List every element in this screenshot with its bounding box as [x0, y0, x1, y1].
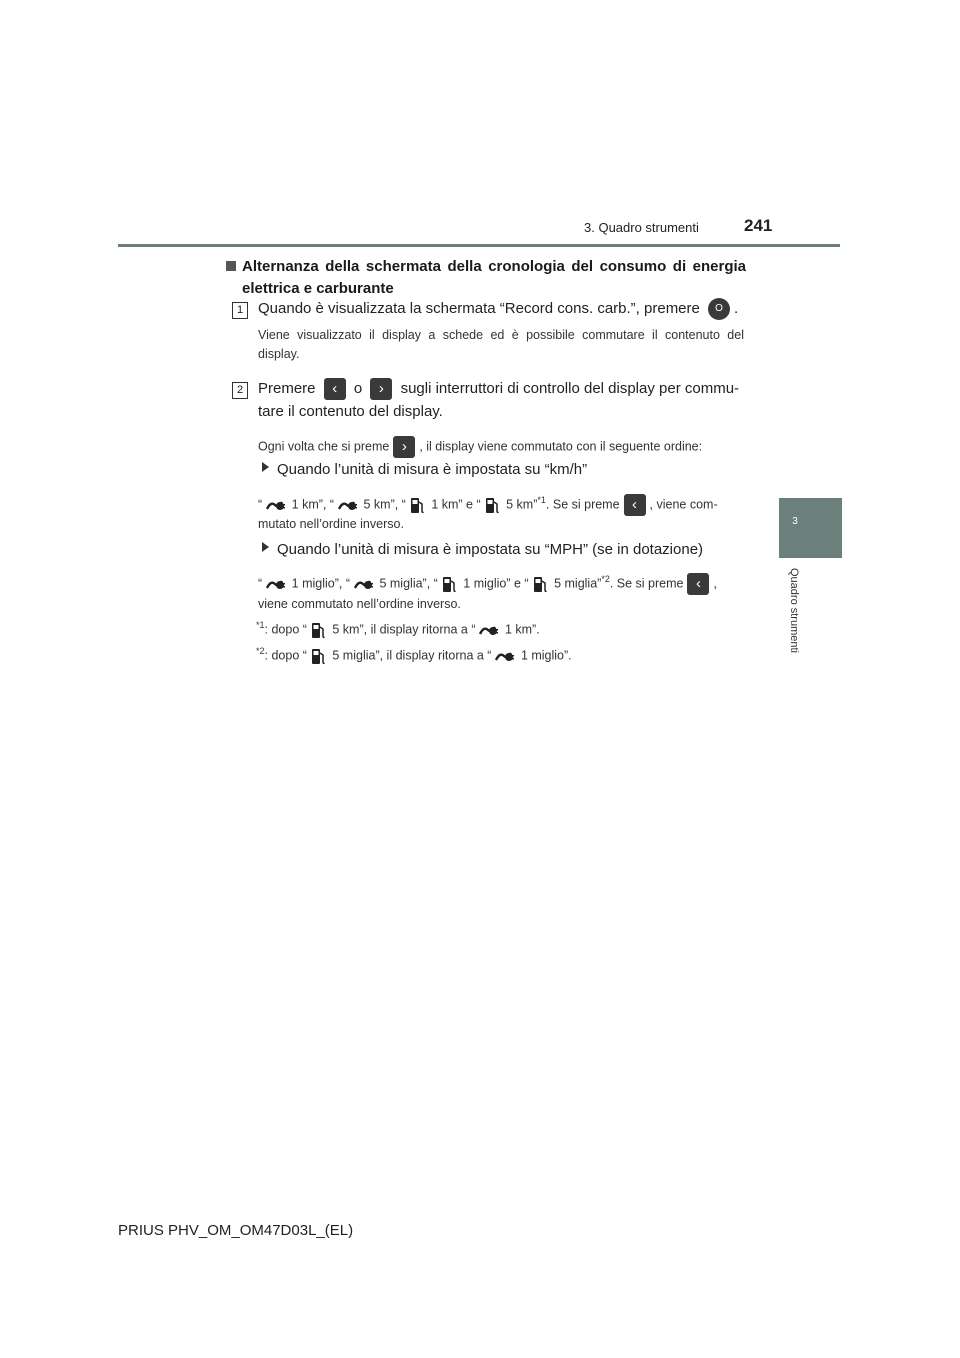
- footnote-ref-2: *2: [601, 574, 610, 585]
- footnote-1: $^{*1}$: dopo “ 5 km”, il display ritorna a “ 1 km”.: [256, 620, 540, 640]
- chevron-right-icon: ›: [370, 378, 392, 400]
- triangle-bullet-icon: [262, 462, 269, 472]
- triangle-bullet-icon: [262, 542, 269, 552]
- km-case-sequence: “ 1 km”, “ 5 km”, “ 1 km” e “ 5 km”$^{*1}$. Se si preme ‹ , viene com-: [258, 494, 718, 516]
- step-2-text: Premere ‹ o › sugli interruttori di controllo del display per commu-: [258, 378, 739, 400]
- fuel-pump-icon: [484, 495, 500, 515]
- electric-plug-icon: [478, 622, 498, 638]
- km-case-line2: mutato nell’ordine inverso.: [258, 517, 404, 531]
- mph-case-title: Quando l’unità di misura è impostata su “MPH” (se in dotazione): [262, 541, 703, 558]
- chapter-tab: [779, 498, 842, 558]
- chevron-left-icon: ‹: [324, 378, 346, 400]
- electric-plug-icon: [494, 648, 514, 664]
- fuel-pump-icon: [441, 574, 457, 594]
- fuel-pump-icon: [310, 620, 326, 640]
- chapter-tab-number: 3: [792, 516, 798, 527]
- electric-plug-icon: [353, 576, 373, 592]
- km-case-title: Quando l’unità di misura è impostata su “km/h”: [262, 461, 587, 478]
- running-header-section: 3. Quadro strumenti: [584, 220, 699, 235]
- square-bullet-icon: [226, 261, 236, 271]
- step-number-2: 2: [232, 382, 248, 399]
- page-number: 241: [744, 216, 773, 235]
- electric-plug-icon: [265, 497, 285, 513]
- fuel-pump-icon: [409, 495, 425, 515]
- step-2-note: Ogni volta che si preme › , il display viene commutato con il seguente ordine:: [258, 436, 702, 458]
- odo-trip-button-icon: O: [708, 298, 730, 320]
- step-1-note-line2: display.: [258, 347, 300, 361]
- electric-plug-icon: [337, 497, 357, 513]
- footnote-2: $^{*2}$: dopo “ 5 miglia”, il display ritorna a “ 1 miglio”.: [256, 646, 572, 666]
- chevron-right-icon: ›: [393, 436, 415, 458]
- fuel-pump-icon: [310, 646, 326, 666]
- document-code-footer: PRIUS PHV_OM_OM47D03L_(EL): [118, 1222, 354, 1239]
- mph-case-line2: viene commutato nell’ordine inverso.: [258, 597, 461, 611]
- header-rule: [118, 244, 840, 247]
- mph-case-sequence: “ 1 miglio”, “ 5 miglia”, “ 1 miglio” e “ 5 miglia”$^{*2}$. Se si preme ‹ ,: [258, 573, 717, 595]
- chapter-tab-label: Quadro strumenti: [788, 568, 800, 653]
- electric-plug-icon: [265, 576, 285, 592]
- chevron-left-icon: ‹: [687, 573, 709, 595]
- step-2-text-line2: tare il contenuto del display.: [258, 403, 443, 420]
- footnote-ref-1: *1: [537, 495, 546, 506]
- section-heading: Alternanza della schermata della cronologia del consumo di energia elettrica e carburante: [226, 256, 746, 300]
- step-number-1: 1: [232, 302, 248, 319]
- chevron-left-icon: ‹: [624, 494, 646, 516]
- step-1-note-line1: Viene visualizzato il display a schede ed è possibile commutare il contenuto del: [258, 328, 744, 342]
- fuel-pump-icon: [532, 574, 548, 594]
- step-1-text: Quando è visualizzata la schermata “Record cons. carb.”, premere O .: [258, 298, 738, 320]
